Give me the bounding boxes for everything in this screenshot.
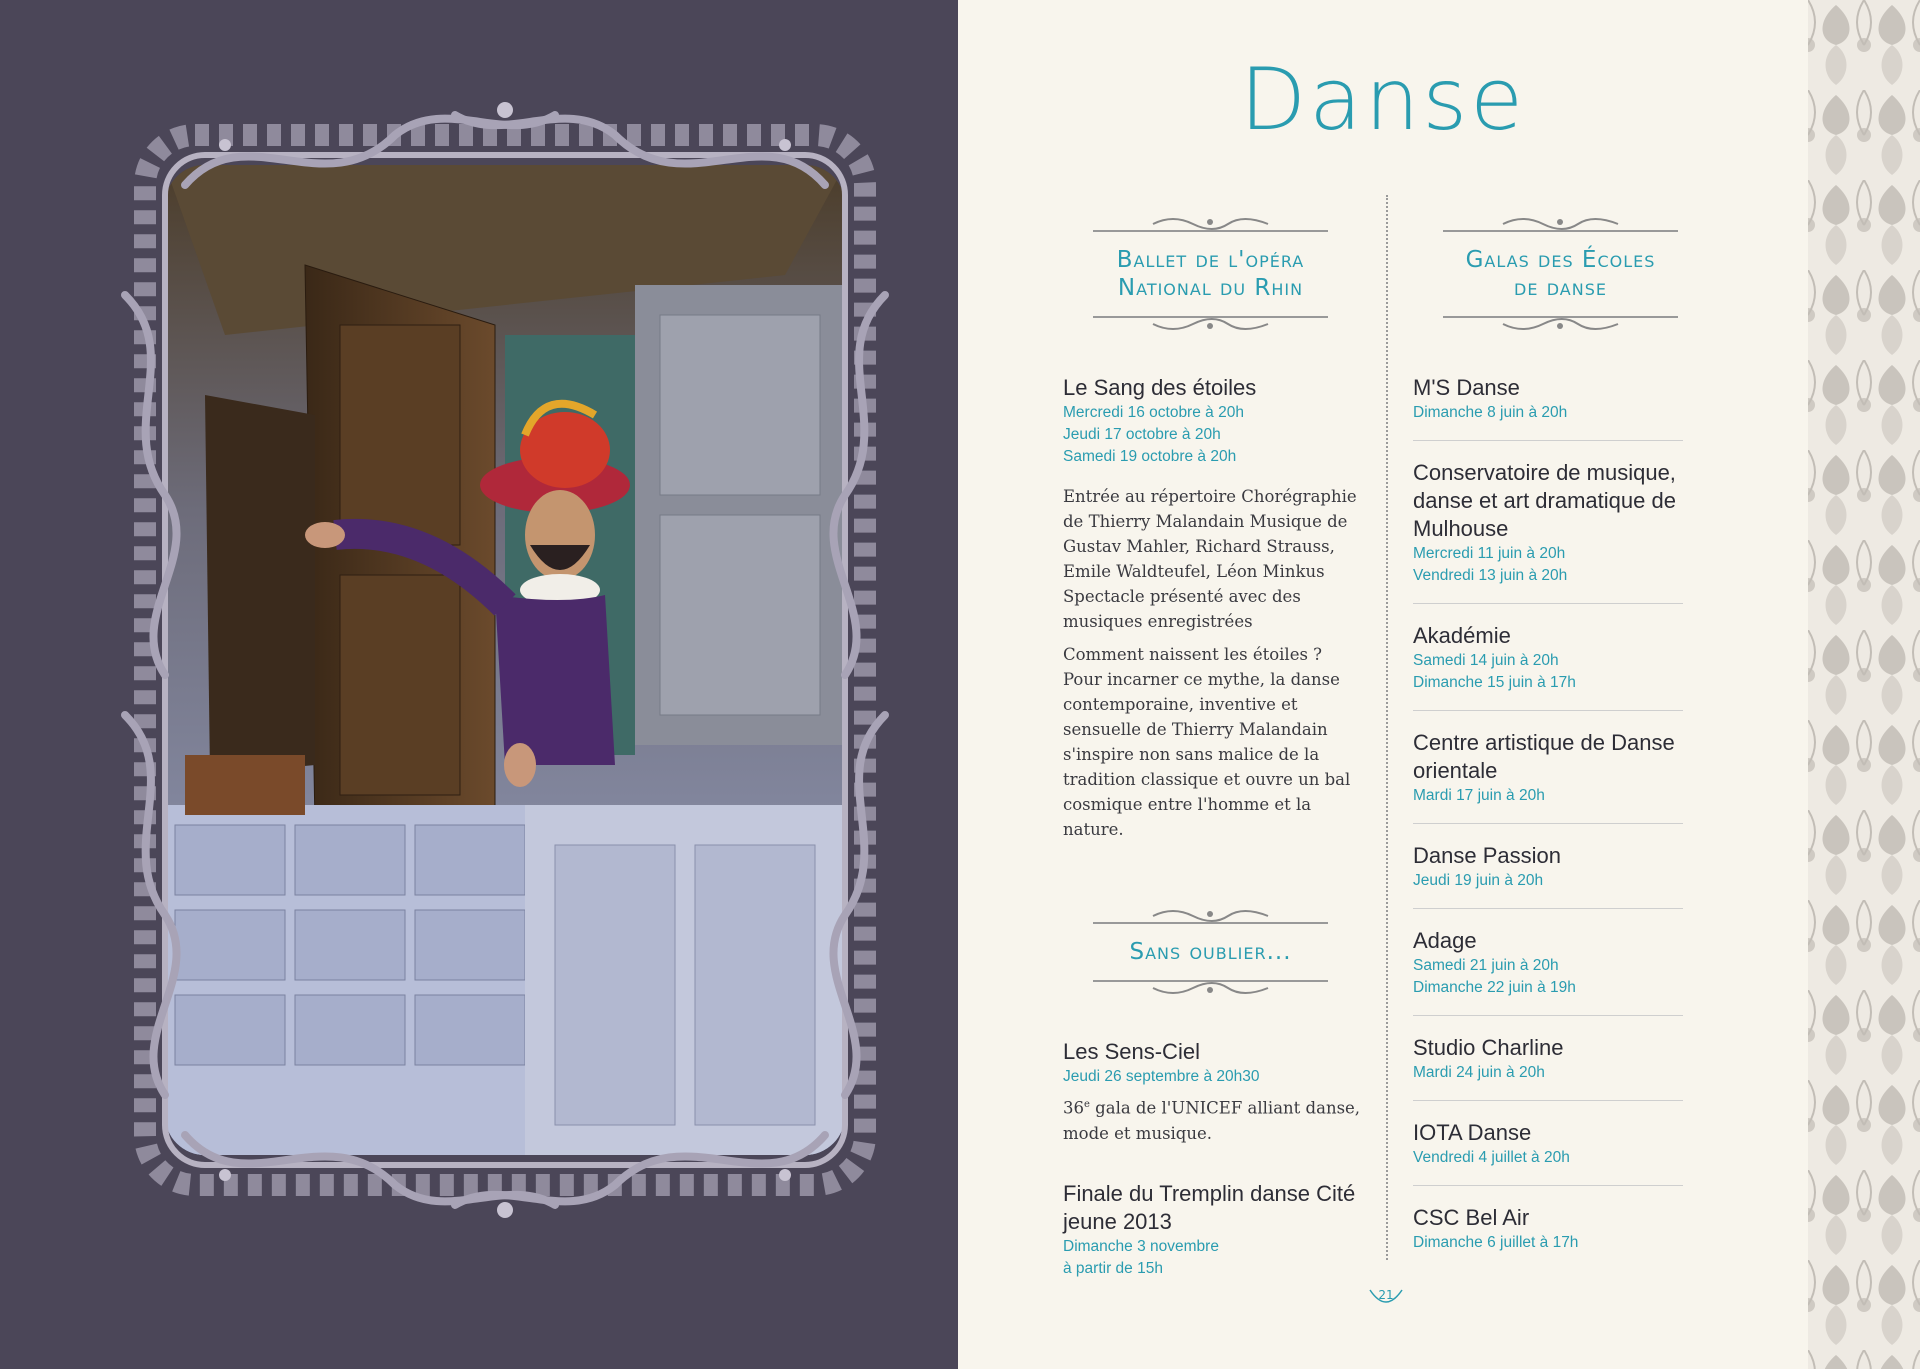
ornate-frame-icon	[105, 95, 905, 1225]
list-item	[1413, 604, 1683, 711]
event-date: Jeudi 19 juin à 20h	[1413, 872, 1544, 889]
damask-pattern-svg	[1808, 0, 1920, 1369]
event-finale-tremplin	[1063, 1180, 1363, 1280]
list-item	[1413, 1186, 1683, 1270]
event-title: Le Sang des étoiles	[1063, 375, 1257, 400]
event-date: Dimanche 6 juillet à 17h	[1413, 1234, 1579, 1251]
left-page	[0, 0, 958, 1369]
event-date: Samedi 19 octobre à 20h	[1063, 448, 1237, 465]
event-date: Vendredi 4 juillet à 20h	[1413, 1149, 1570, 1166]
event-les-sens-ciel	[1063, 1038, 1363, 1146]
event-date: Samedi 21 juin à 20h	[1413, 957, 1559, 974]
page-title: Danse	[1239, 50, 1527, 150]
event-title: Akadémie	[1413, 623, 1511, 648]
photo-frame	[105, 95, 905, 1225]
flourish-divider-icon	[1093, 312, 1328, 334]
heading-line: National du Rhin	[1117, 275, 1304, 301]
event-title: Adage	[1413, 928, 1477, 953]
event-description: Entrée au répertoire Chorégraphie de Thierry Malandain Musique de Gustav Mahler, Richard Strauss, Emile Waldteufel, Léon Minkus Spectacle présenté avec des musiques enregistrées	[1063, 487, 1357, 631]
right-column	[1413, 190, 1713, 1270]
gala-list	[1413, 356, 1713, 1270]
event-title: Finale du Tremplin danse Cité jeune 2013	[1063, 1180, 1356, 1234]
event-date: Mercredi 16 octobre à 20h	[1063, 404, 1244, 421]
event-description-text: gala de l'UNICEF alliant danse, mode et musique.	[1063, 1098, 1361, 1143]
flourish-divider-icon	[1093, 214, 1328, 236]
event-title: IOTA Danse	[1413, 1120, 1532, 1145]
flourish-divider-icon	[1443, 312, 1678, 334]
event-description: Comment naissent les étoiles ? Pour incarner ce mythe, la danse contemporaine, inventive et sensuelle de Thierry Malandain s'inspire non sans malice de la tradition classique et ouvre un bal cosmique entre l'homme et la nature.	[1063, 645, 1351, 839]
right-page	[958, 0, 1808, 1369]
page-number: 21	[1378, 1288, 1394, 1302]
ordinal-suffix: e	[1084, 1099, 1090, 1110]
event-date: Jeudi 17 octobre à 20h	[1063, 426, 1221, 443]
flourish-divider-icon	[1443, 214, 1678, 236]
flourish-divider-icon	[1093, 976, 1328, 998]
flourish-divider-icon	[1093, 906, 1328, 928]
event-title: Centre artistique de Danse orientale	[1413, 730, 1675, 783]
event-date: Mercredi 11 juin à 20h	[1413, 545, 1566, 562]
event-date: Vendredi 13 juin à 20h	[1413, 567, 1568, 584]
event-title: M'S Danse	[1413, 375, 1520, 400]
damask-pattern-icon	[1808, 0, 1920, 1369]
list-item	[1413, 711, 1683, 824]
event-date: Dimanche 15 juin à 17h	[1413, 674, 1576, 691]
event-title: Les Sens-Ciel	[1063, 1039, 1200, 1064]
section-heading-ballet	[1093, 190, 1328, 356]
event-date: Mardi 17 juin à 20h	[1413, 787, 1545, 804]
heading-line: Sans oublier...	[1129, 939, 1292, 965]
event-date: Dimanche 22 juin à 19h	[1413, 979, 1576, 996]
ordinal-number: 36	[1063, 1098, 1084, 1118]
list-item	[1413, 909, 1683, 1016]
heading-line: Ballet de l'opéra	[1116, 247, 1305, 273]
event-date: Dimanche 8 juin à 20h	[1413, 404, 1568, 421]
section-heading-sans-oublier	[1093, 882, 1328, 1020]
list-item	[1413, 1016, 1683, 1101]
column-divider	[1386, 195, 1388, 1260]
list-item	[1413, 1101, 1683, 1186]
section-heading-galas	[1443, 190, 1678, 356]
event-date: Jeudi 26 septembre à 20h30	[1063, 1068, 1260, 1085]
event-date: à partir de 15h	[1063, 1259, 1163, 1277]
event-le-sang-des-etoiles	[1063, 374, 1363, 842]
event-title: Danse Passion	[1413, 843, 1561, 868]
list-item	[1413, 824, 1683, 909]
event-description	[1063, 1092, 1363, 1146]
heading-line: Galas des Écoles	[1465, 247, 1656, 273]
left-column	[1063, 190, 1363, 1280]
event-title: Conservatoire de musique, danse et art dramatique de Mulhouse	[1413, 460, 1676, 541]
event-title: CSC Bel Air	[1413, 1205, 1530, 1230]
heading-line: de danse	[1514, 275, 1607, 301]
event-date: Dimanche 3 novembre	[1063, 1237, 1219, 1255]
list-item	[1413, 356, 1683, 441]
event-date: Samedi 14 juin à 20h	[1413, 652, 1559, 669]
event-date: Mardi 24 juin à 20h	[1413, 1064, 1545, 1081]
list-item	[1413, 441, 1683, 604]
event-title: Studio Charline	[1413, 1035, 1564, 1060]
